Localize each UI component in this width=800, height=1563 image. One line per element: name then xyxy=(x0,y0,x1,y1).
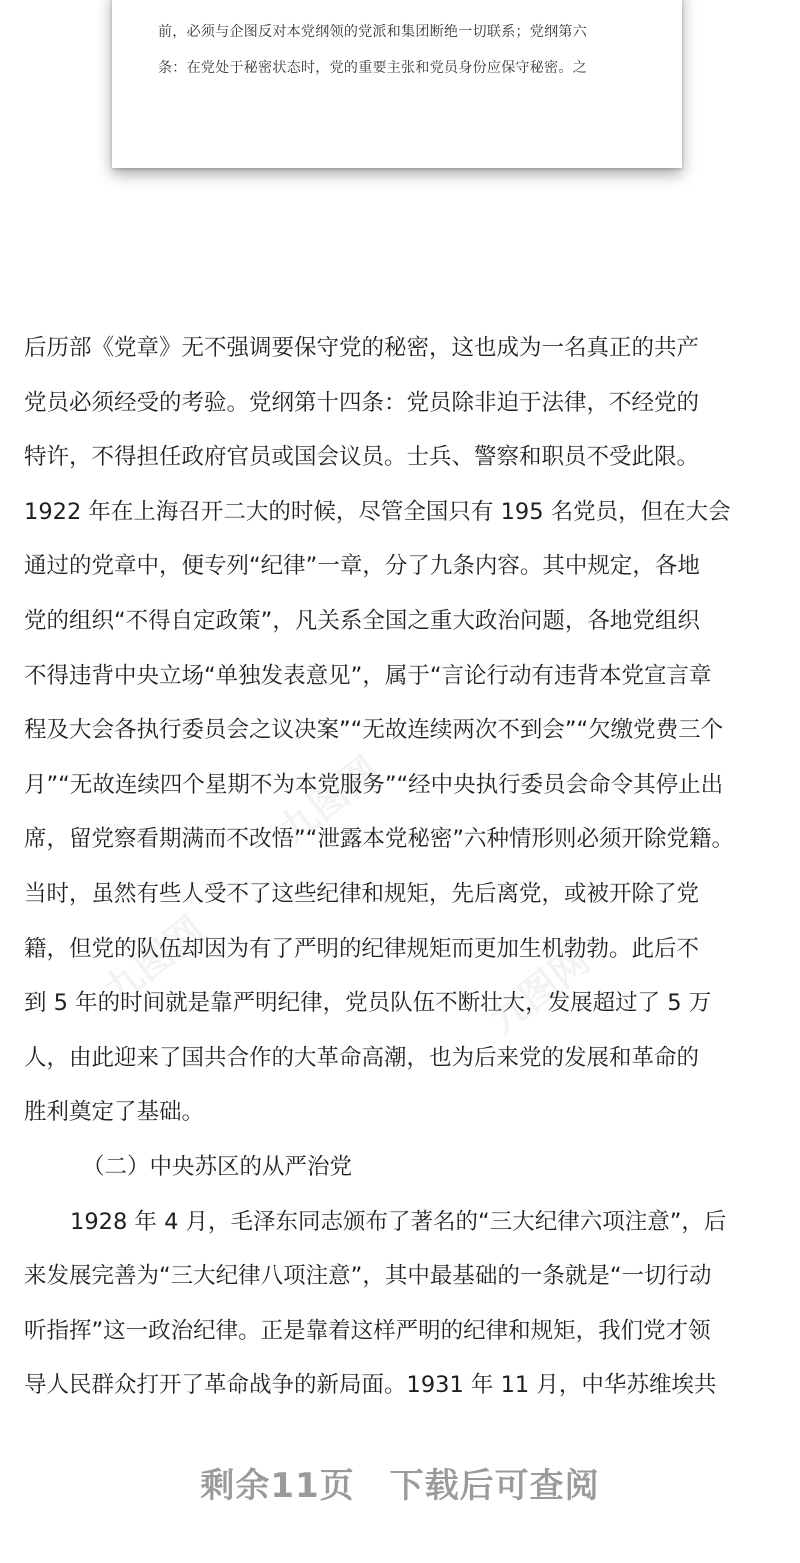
paragraph-line: 人，由此迎来了国共合作的大革命高潮，也为后来党的发展和革命的 xyxy=(24,1044,700,1071)
paragraph-line: 1928 年 4 月，毛泽东同志颁布了著名的“三大纪律六项注意”，后 xyxy=(70,1208,727,1235)
preview-line: 前，必须与企图反对本党纲领的党派和集团断绝一切联系；党纲第六 xyxy=(158,24,587,40)
paragraph-line: 特许，不得担任政府官员或国会议员。士兵、警察和职员不受此限。 xyxy=(24,444,700,471)
paragraph-line: 席，留党察看期满而不改悟”“泄露本党秘密”六种情形则必须开除党籍。 xyxy=(24,826,734,853)
paragraph-line: 党的组织“不得自定政策”，凡关系全国之重大政治问题，各地党组织 xyxy=(24,607,700,634)
preview-line: 条：在党处于秘密状态时，党的重要主张和党员身份应保守秘密。之 xyxy=(158,60,587,76)
paragraph-line: 来发展完善为“三大纪律八项注意”，其中最基础的一条就是“一切行动 xyxy=(24,1263,712,1290)
paragraph-line: 当时，虽然有些人受不了这些纪律和规矩，先后离党，或被开除了党 xyxy=(24,880,700,907)
paragraph-line: 不得违背中央立场“单独发表意见”，属于“言论行动有违背本党宣言章 xyxy=(24,662,712,689)
section-heading: （二）中央苏区的从严治党 xyxy=(82,1153,353,1180)
paragraph-line: 导人民群众打开了革命战争的新局面。1931 年 11 月，中华苏维埃共 xyxy=(24,1372,717,1399)
paragraph-line: 1922 年在上海召开二大的时候，尽管全国只有 195 名党员，但在大会 xyxy=(24,498,731,525)
paragraph-line: 籍，但党的队伍却因为有了严明的纪律规矩而更加生机勃勃。此后不 xyxy=(24,935,700,962)
paragraph-line: 月”“无故连续四个星期不为本党服务”“经中央执行委员会命令其停止出 xyxy=(24,771,724,798)
paragraph-line: 胜利奠定了基础。 xyxy=(24,1099,205,1126)
paragraph-line: 通过的党章中，便专列“纪律”一章，分了九条内容。其中规定，各地 xyxy=(24,553,700,580)
watermark: 九图网 xyxy=(95,907,213,1013)
paragraph-line: 到 5 年的时间就是靠严明纪律，党员队伍不断壮大，发展超过了 5 万 xyxy=(24,990,712,1017)
document-preview-card xyxy=(112,0,682,168)
document-body xyxy=(24,321,784,1413)
paragraph-line: 程及大会各执行委员会之议决案”“无故连续两次不到会”“欠缴党费三个 xyxy=(24,717,724,744)
paragraph-line: 听指挥”这一政治纪律。正是靠着这样严明的纪律和规矩，我们党才领 xyxy=(24,1317,711,1344)
paragraph-line: 党员必须经受的考验。党纲第十四条：党员除非迫于法律，不经党的 xyxy=(24,389,700,416)
paragraph-line: 后历部《党章》无不强调要保守党的秘密，这也成为一名真正的共产 xyxy=(24,335,700,361)
watermark: 九图网 xyxy=(480,937,598,1043)
remaining-pages-notice[interactable]: 剩余11页 下载后可查阅 xyxy=(200,1466,600,1506)
watermark: 九图网 xyxy=(270,747,388,853)
